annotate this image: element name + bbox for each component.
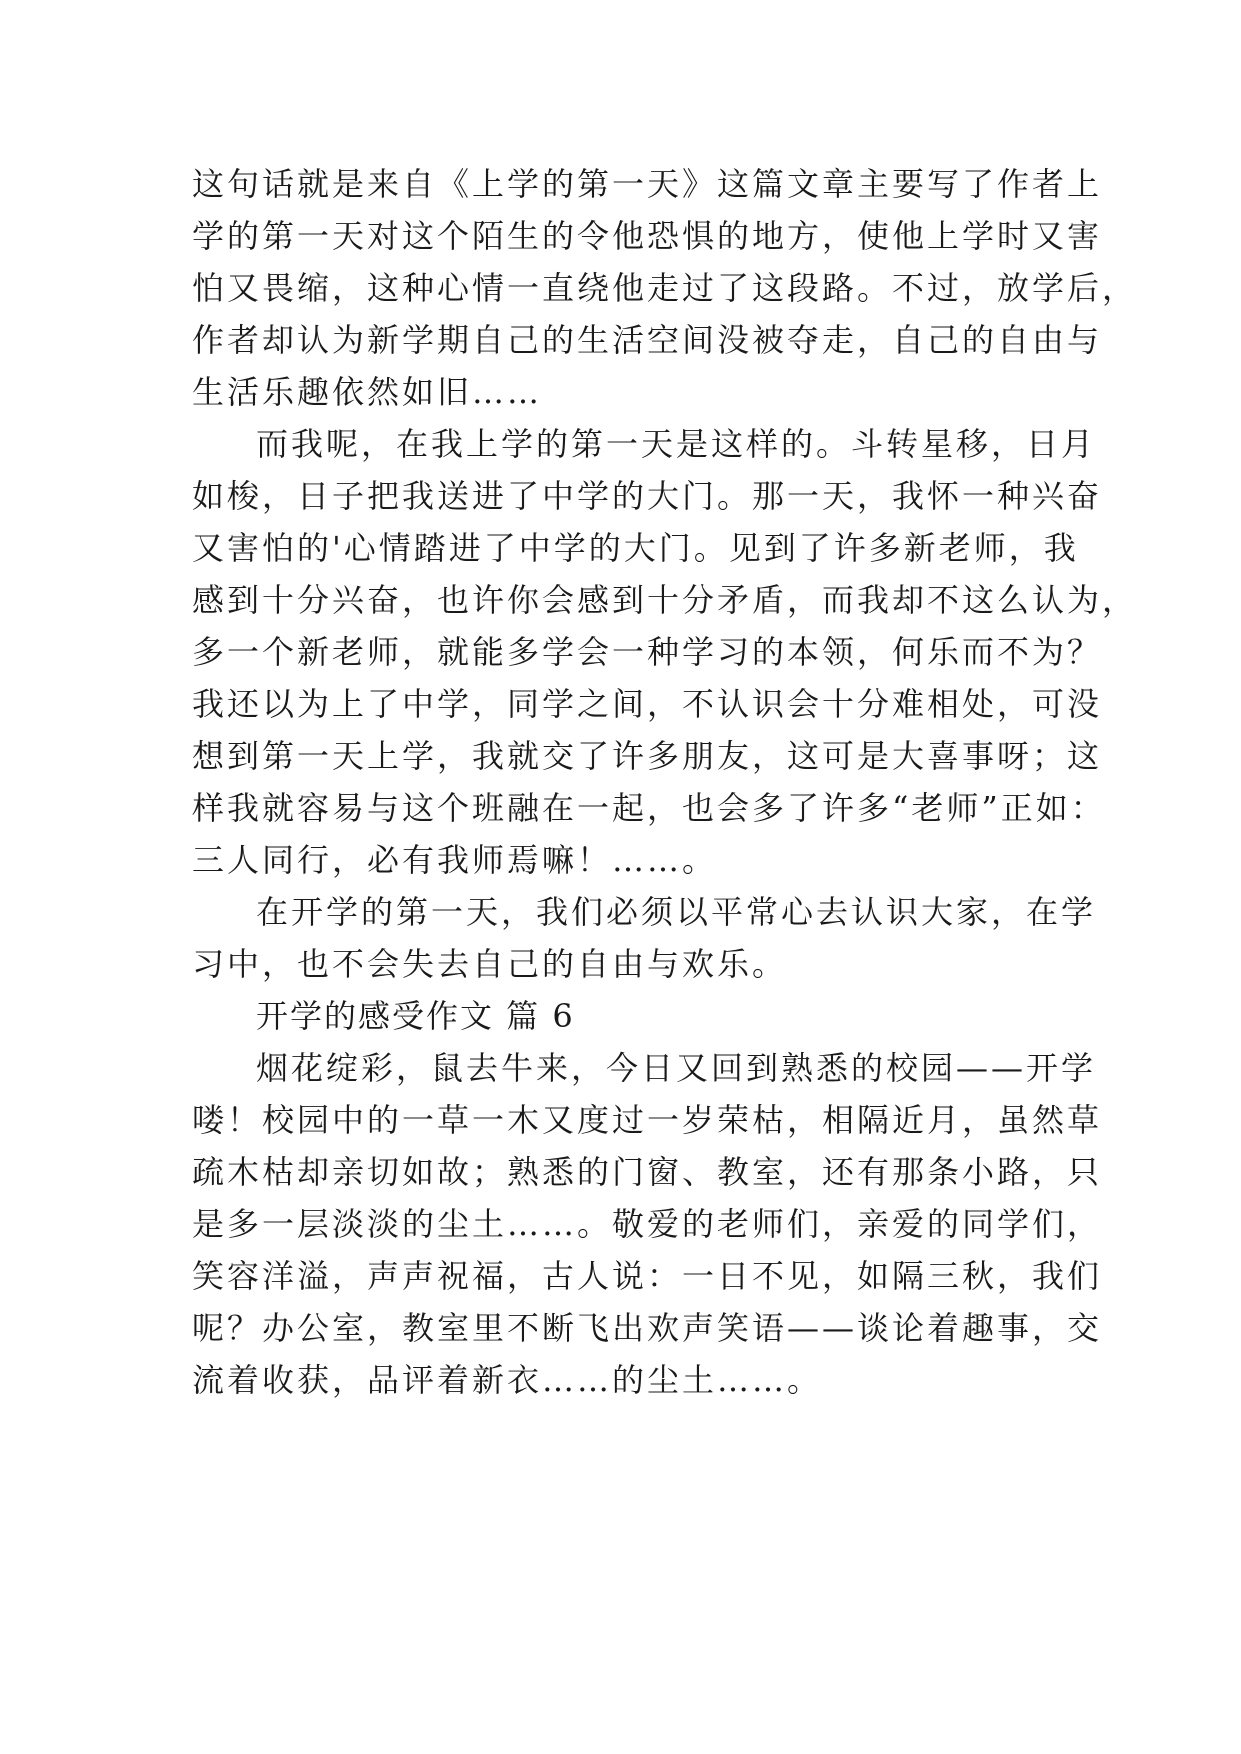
text-line: 笑容洋溢，声声祝福，古人说：一日不见，如隔三秋，我们 (192, 1257, 1103, 1295)
text-line: 流着收获，品评着新衣……的尘土……。 (192, 1361, 823, 1399)
document-body (192, 158, 1138, 1406)
paragraph (192, 1042, 1103, 1406)
text-line: 呢？办公室，教室里不断飞出欢声笑语——谈论着趣事，交 (192, 1309, 1103, 1347)
text-line: 怕又畏缩，这种心情一直绕他走过了这段路。不过，放学后， (192, 269, 1138, 307)
text-line: 多一个新老师，就能多学会一种学习的本领，何乐而不为？ (192, 633, 1103, 671)
paragraph (192, 418, 1138, 886)
text-line: 在开学的第一天，我们必须以平常心去认识大家，在学 (256, 893, 1097, 931)
text-line: 烟花绽彩，鼠去牛来，今日又回到熟悉的校园——开学 (256, 1049, 1097, 1087)
text-line: 疏木枯却亲切如故；熟悉的门窗、教室，还有那条小路，只 (192, 1153, 1103, 1191)
text-line: 又害怕的'心情踏进了中学的大门。见到了许多新老师，我 (192, 529, 1079, 567)
text-line: 是多一层淡淡的尘土……。敬爱的老师们，亲爱的同学们， (192, 1205, 1103, 1243)
text-line: 三人同行，必有我师焉嘛！……。 (192, 841, 718, 879)
text-line: 习中，也不会失去自己的自由与欢乐。 (192, 945, 788, 983)
paragraph (192, 158, 1138, 418)
text-line: 生活乐趣依然如旧…… (192, 373, 543, 411)
text-line: 学的第一天对这个陌生的令他恐惧的地方，使他上学时又害 (192, 217, 1103, 255)
text-line: 作者却认为新学期自己的生活空间没被夺走，自己的自由与 (192, 321, 1103, 359)
text-line: 感到十分兴奋，也许你会感到十分矛盾，而我却不这么认为， (192, 581, 1138, 619)
text-line: 我还以为上了中学，同学之间，不认识会十分难相处，可没 (192, 685, 1103, 723)
text-line: 而我呢，在我上学的第一天是这样的。斗转星移，日月 (256, 425, 1097, 463)
text-line: 想到第一天上学，我就交了许多朋友，这可是大喜事呀；这 (192, 737, 1103, 775)
heading-text: 开学的感受作文 篇 6 (256, 997, 575, 1035)
text-line: 喽！校园中的一草一木又度过一岁荣枯，相隔近月，虽然草 (192, 1101, 1103, 1139)
text-line: 这句话就是来自《上学的第一天》这篇文章主要写了作者上 (192, 165, 1103, 203)
paragraph (192, 886, 1097, 990)
section-heading (192, 990, 1072, 1042)
text-line: 样我就容易与这个班融在一起，也会多了许多“老师”正如： (192, 789, 1106, 827)
text-line: 如梭，日子把我送进了中学的大门。那一天，我怀一种兴奋 (192, 477, 1103, 515)
